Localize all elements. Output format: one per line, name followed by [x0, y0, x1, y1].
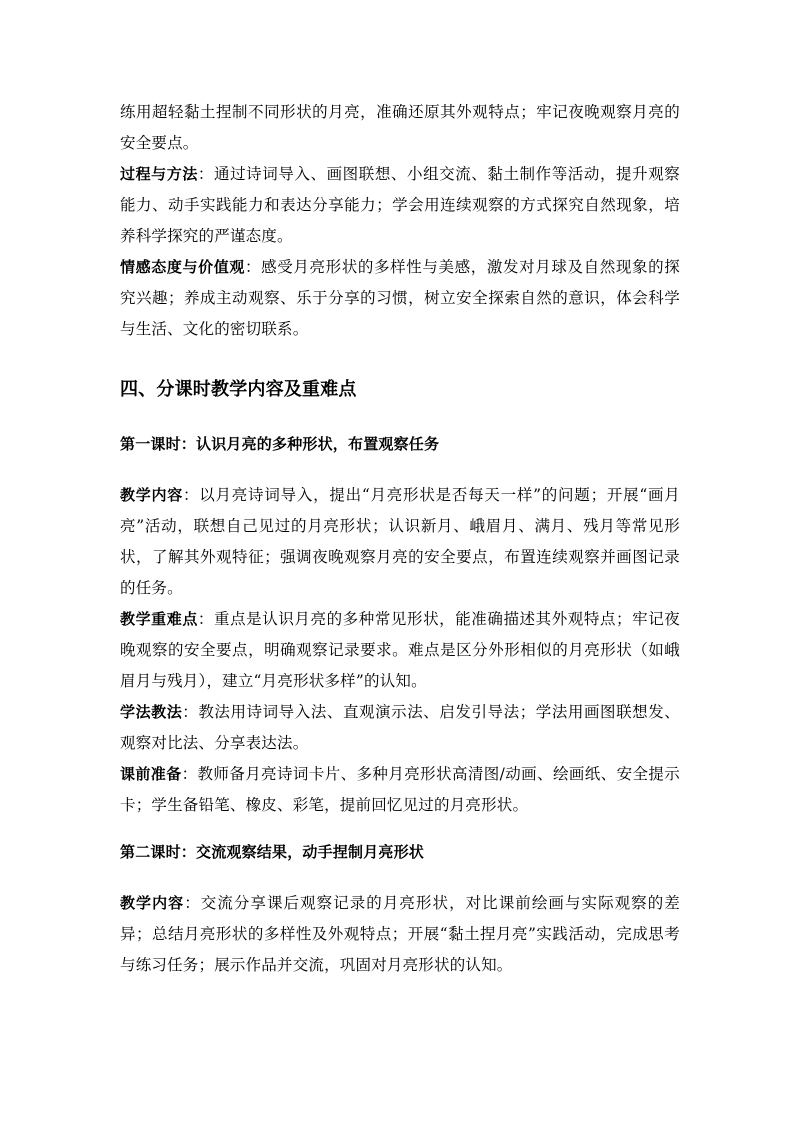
- lesson-2-content-text: ：交流分享课后观察记录的月亮形状，对比课前绘画与实际观察的差异；总结月亮形状的多样性及外观特点；开展“黏土捏月亮”实践活动，完成思考与练习任务；展示作品并交流，巩固对月亮形状的认知。: [120, 894, 680, 974]
- lesson-2-content-paragraph: [120, 888, 680, 981]
- objective-attitude-label: 情感态度与价值观: [120, 258, 246, 276]
- lesson-1-methods-paragraph: [120, 697, 680, 759]
- objective-attitude-text: ：感受月亮形状的多样性与美感，激发对月球及自然现象的探究兴趣；养成主动观察、乐于分享的习惯，树立安全探索自然的意识，体会科学与生活、文化的密切联系。: [120, 258, 680, 338]
- lesson-1-heading: 第一课时：认识月亮的多种形状，布置观察任务: [120, 435, 440, 453]
- lesson-1-keypoints-label: 教学重难点: [120, 610, 198, 628]
- objective-process-paragraph: [120, 159, 680, 252]
- objective-process-label: 过程与方法: [120, 165, 198, 183]
- continuation-text: 练用超轻黏土捏制不同形状的月亮，准确还原其外观特点；牢记夜晚观察月亮的安全要点。: [120, 103, 680, 152]
- lesson-2-heading: 第二课时：交流观察结果，动手捏制月亮形状: [120, 843, 425, 861]
- lesson-1-content-text: ：以月亮诗词导入，提出“月亮形状是否每天一样”的问题；开展“画月亮”活动，联想自己见过的月亮形状；认识新月、峨眉月、满月、残月等常见形状，了解其外观特征；强调夜晚观察月亮的安全要点，布置连续观察并画图记录的任务。: [120, 486, 680, 597]
- lesson-1-methods-label: 学法教法: [120, 703, 183, 721]
- lesson-1-preparation-paragraph: [120, 759, 680, 821]
- lesson-1-methods-text: ：教法用诗词导入法、直观演示法、启发引导法；学法用画图联想发、观察对比法、分享表达法。: [120, 703, 680, 752]
- lesson-2-content-label: 教学内容: [120, 894, 185, 912]
- lesson-1-keypoints-text: ：重点是认识月亮的多种常见形状，能准确描述其外观特点；牢记夜晚观察的安全要点，明确观察记录要求。难点是区分外形相似的月亮形状（如峨眉月与残月），建立“月亮形状多样”的认知。: [120, 610, 680, 690]
- objective-process-text: ：通过诗词导入、画图联想、小组交流、黏土制作等活动，提升观察能力、动手实践能力和表达分享能力；学会用连续观察的方式探究自然现象，培养科学探究的严谨态度。: [120, 165, 680, 245]
- document-body: [120, 97, 680, 981]
- lesson-1-preparation-text: ：教师备月亮诗词卡片、多种月亮形状高清图/动画、绘画纸、安全提示卡；学生备铅笔、橡皮、彩笔，提前回忆见过的月亮形状。: [120, 765, 680, 814]
- lesson-1-keypoints-paragraph: [120, 604, 680, 697]
- lesson-1-preparation-label: 课前准备: [120, 765, 182, 783]
- objective-attitude-paragraph: [120, 252, 680, 345]
- continuation-paragraph: [120, 97, 680, 159]
- section-heading: 四、分课时教学内容及重难点: [120, 379, 357, 400]
- lesson-1-content-label: 教学内容: [120, 486, 184, 504]
- lesson-1-content-paragraph: [120, 480, 680, 604]
